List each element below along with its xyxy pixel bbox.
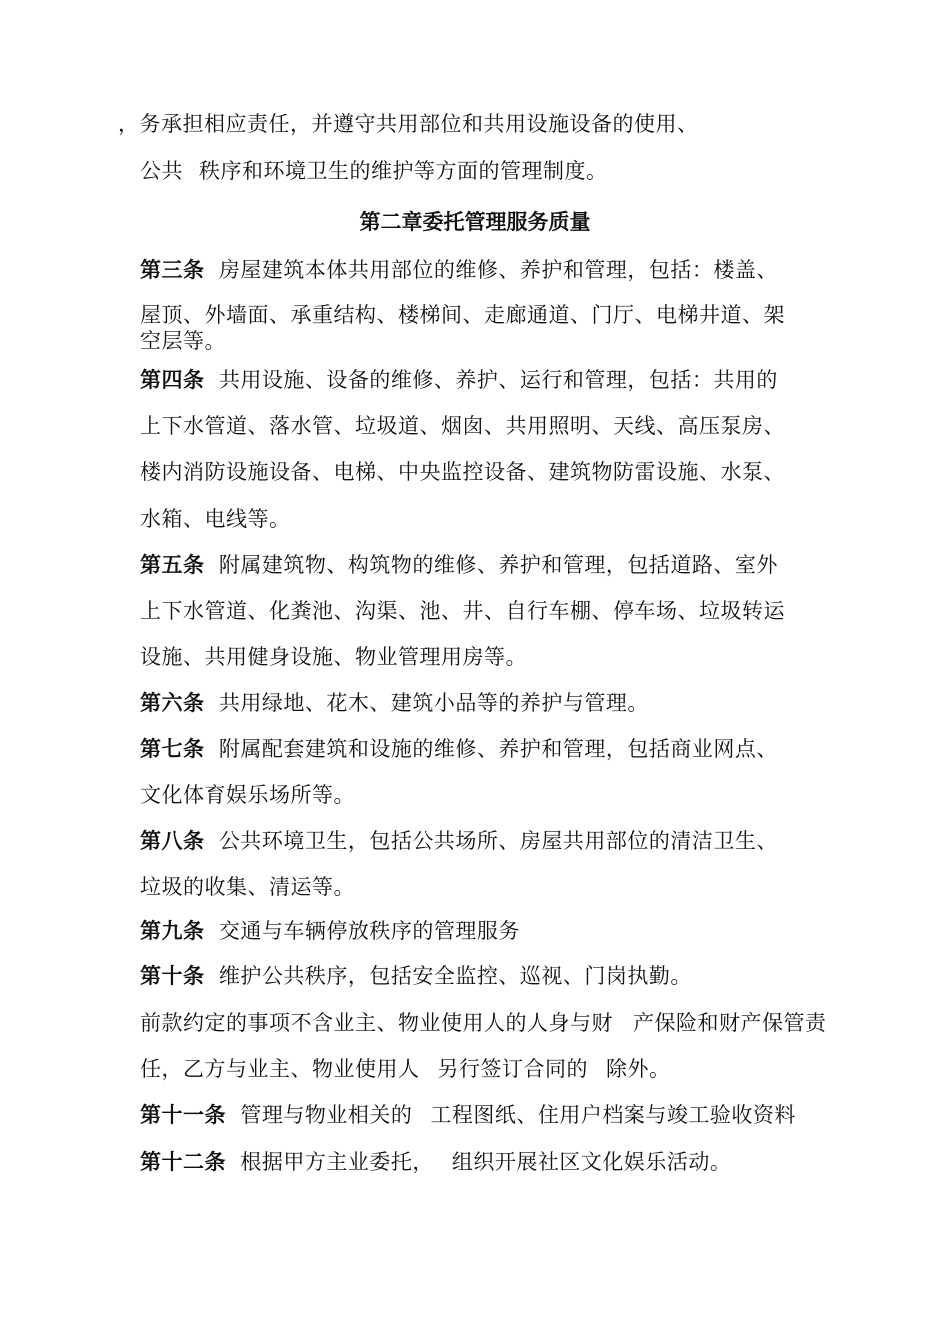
- article-text-a: 管理与物业相关的: [240, 1103, 413, 1127]
- article-number: 第十一条: [140, 1102, 226, 1127]
- article-4-line-2: [140, 411, 785, 441]
- article-text: 共用绿地、花木、建筑小品等的养护与管理。: [218, 691, 649, 715]
- article-7-line-2: [140, 780, 355, 810]
- article-text: 垃圾的收集、清运等。: [140, 875, 355, 899]
- article-number: 第十条: [140, 963, 205, 988]
- article-4-line-3: [140, 457, 785, 487]
- article-5-line-1: [140, 550, 778, 580]
- article-text: 维护公共秩序，包括安全监控、巡视、门岗执勤。: [218, 964, 692, 988]
- clause-text-2c: 除外。: [606, 1057, 671, 1081]
- article-text: 上下水管道、落水管、垃圾道、烟囱、共用照明、天线、高压泵房、: [140, 414, 785, 438]
- clause-line-1: [140, 1008, 827, 1038]
- article-9-line-1: [140, 916, 520, 946]
- clause-text-1b: 产保险和财产保管责: [633, 1011, 827, 1035]
- article-text-a: 根据甲方主业委托，: [240, 1150, 434, 1174]
- article-text: 交通与车辆停放秩序的管理服务: [218, 919, 520, 943]
- article-4-line-1: [140, 365, 778, 395]
- article-number: 第十二条: [140, 1149, 226, 1174]
- article-text: 文化体育娱乐场所等。: [140, 783, 355, 807]
- article-text: 附属建筑物、构筑物的维修、养护和管理，包括道路、室外: [218, 553, 778, 577]
- article-text: 附属配套建筑和设施的维修、养护和管理，包括商业网点、: [218, 737, 778, 761]
- article-text: 屋顶、外墙面、承重结构、楼梯间、走廊通道、门厅、电梯井道、架: [140, 303, 785, 327]
- article-3-line-3: [140, 326, 226, 356]
- article-number: 第五条: [140, 552, 205, 577]
- article-5-line-3: [140, 642, 527, 672]
- article-number: 第七条: [140, 736, 205, 761]
- article-text: 楼内消防设施设备、电梯、中央监控设备、建筑物防雷设施、水泵、: [140, 460, 785, 484]
- clause-line-2: [140, 1054, 671, 1084]
- article-7-line-1: [140, 734, 778, 764]
- article-text: 房屋建筑本体共用部位的维修、养护和管理，包括：楼盖、: [218, 258, 778, 282]
- article-text: 设施、共用健身设施、物业管理用房等。: [140, 645, 527, 669]
- article-4-line-4: [140, 504, 291, 534]
- article-number: 第三条: [140, 257, 205, 282]
- article-8-line-2: [140, 872, 355, 902]
- article-text: 空层等。: [140, 329, 226, 353]
- article-number: 第四条: [140, 367, 205, 392]
- article-text: 上下水管道、化粪池、沟渠、池、井、自行车棚、停车场、垃圾转运: [140, 599, 785, 623]
- article-number: 第九条: [140, 918, 205, 943]
- clause-text-1a: 前款约定的事项不含业主、物业使用人的人身与财: [140, 1011, 613, 1035]
- article-number: 第六条: [140, 690, 205, 715]
- intro-line-2: [140, 156, 608, 186]
- clause-text-2a: 任，乙方与业主、物业使用人: [140, 1057, 420, 1081]
- intro-text-2b: 秩序和环境卫生的维护等方面的管理制度。: [199, 159, 608, 183]
- article-5-line-2: [140, 596, 785, 626]
- article-text: 公共环境卫生，包括公共场所、房屋共用部位的清洁卫生、: [218, 829, 778, 853]
- article-text: 共用设施、设备的维修、养护、运行和管理，包括：共用的: [218, 368, 778, 392]
- article-12-line-1: [140, 1147, 731, 1177]
- article-8-line-1: [140, 826, 778, 856]
- clause-text-2b: 另行签订合同的: [437, 1057, 588, 1081]
- intro-text-2a: 公共: [140, 159, 183, 183]
- article-3-line-2: [140, 300, 785, 330]
- intro-text-1: ，务承担相应责任，并遵守共用部位和共用设施设备的使用、: [118, 112, 699, 136]
- article-11-line-1: [140, 1100, 796, 1130]
- chapter-heading: 第二章委托管理服务质量: [359, 209, 591, 234]
- article-10-line-1: [140, 961, 692, 991]
- intro-line-1: [118, 109, 699, 139]
- article-text-b: 工程图纸、住用户档案与竣工验收资料: [430, 1103, 796, 1127]
- article-6-line-1: [140, 688, 649, 718]
- article-3-line-1: [140, 255, 778, 285]
- article-text-b: 组织开展社区文化娱乐活动。: [451, 1150, 732, 1174]
- article-number: 第八条: [140, 828, 205, 853]
- article-text: 水箱、电线等。: [140, 507, 291, 531]
